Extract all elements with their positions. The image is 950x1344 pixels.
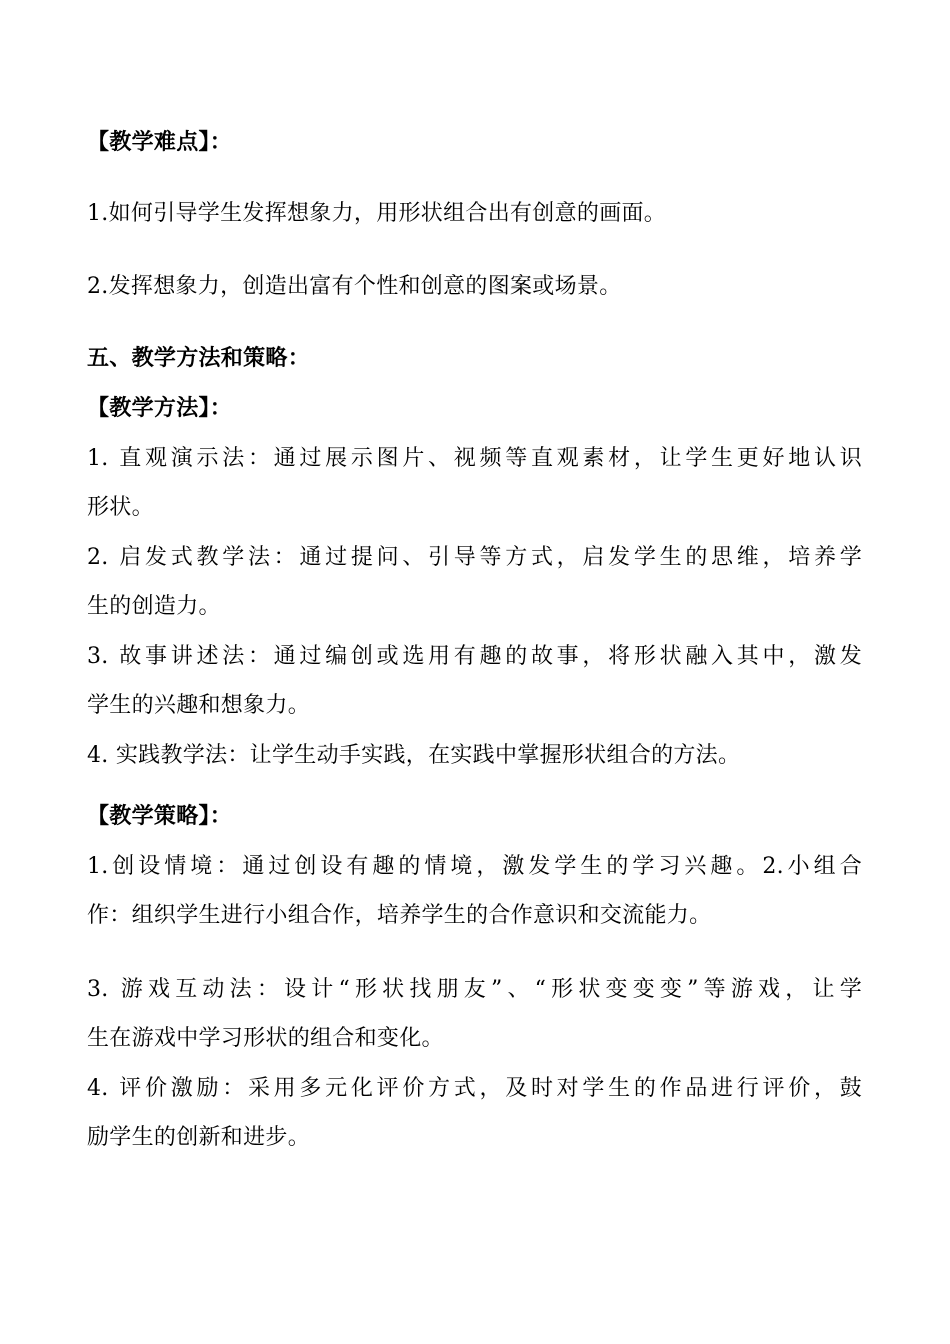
method-3-line-1: 3. 故事讲述法：通过编创或选用有趣的故事，将形状融入其中，激发 bbox=[87, 644, 862, 669]
strategies-heading: 【教学策略】： bbox=[87, 804, 233, 829]
method-2-line-1: 2. 启发式教学法：通过提问、引导等方式，启发学生的思维，培养学 bbox=[87, 545, 862, 570]
strategy-3-line-1: 3. 游戏互动法：设计“形状找朋友”、“形状变变变”等游戏，让学 bbox=[87, 977, 862, 1002]
method-1-line-2: 形状。 bbox=[87, 495, 154, 520]
strategy-4-line-1: 4. 评价激励：采用多元化评价方式，及时对学生的作品进行评价，鼓 bbox=[87, 1076, 862, 1101]
method-4-line-1: 4. 实践教学法：让学生动手实践，在实践中掌握形状组合的方法。 bbox=[87, 743, 741, 768]
difficulty-heading: 【教学难点】： bbox=[87, 130, 233, 155]
strategy-3-line-2: 生在游戏中学习形状的组合和变化。 bbox=[87, 1026, 444, 1051]
difficulty-item-1: 1.如何引导学生发挥想象力，用形状组合出有创意的画面。 bbox=[87, 201, 667, 226]
difficulty-item-2: 2.发挥想象力，创造出富有个性和创意的图案或场景。 bbox=[87, 274, 622, 299]
method-3-line-2: 学生的兴趣和想象力。 bbox=[87, 693, 311, 718]
methods-heading: 【教学方法】： bbox=[87, 396, 233, 421]
strategy-1-line-2: 作：组织学生进行小组合作，培养学生的合作意识和交流能力。 bbox=[87, 903, 712, 928]
strategy-1-line-1: 1.创设情境：通过创设有趣的情境，激发学生的学习兴趣。2.小组合 bbox=[87, 854, 862, 879]
method-2-line-2: 生的创造力。 bbox=[87, 594, 221, 619]
method-1-line-1: 1. 直观演示法：通过展示图片、视频等直观素材，让学生更好地认识 bbox=[87, 446, 862, 471]
section-title: 五、教学方法和策略： bbox=[87, 346, 311, 371]
strategy-4-line-2: 励学生的创新和进步。 bbox=[87, 1125, 311, 1150]
